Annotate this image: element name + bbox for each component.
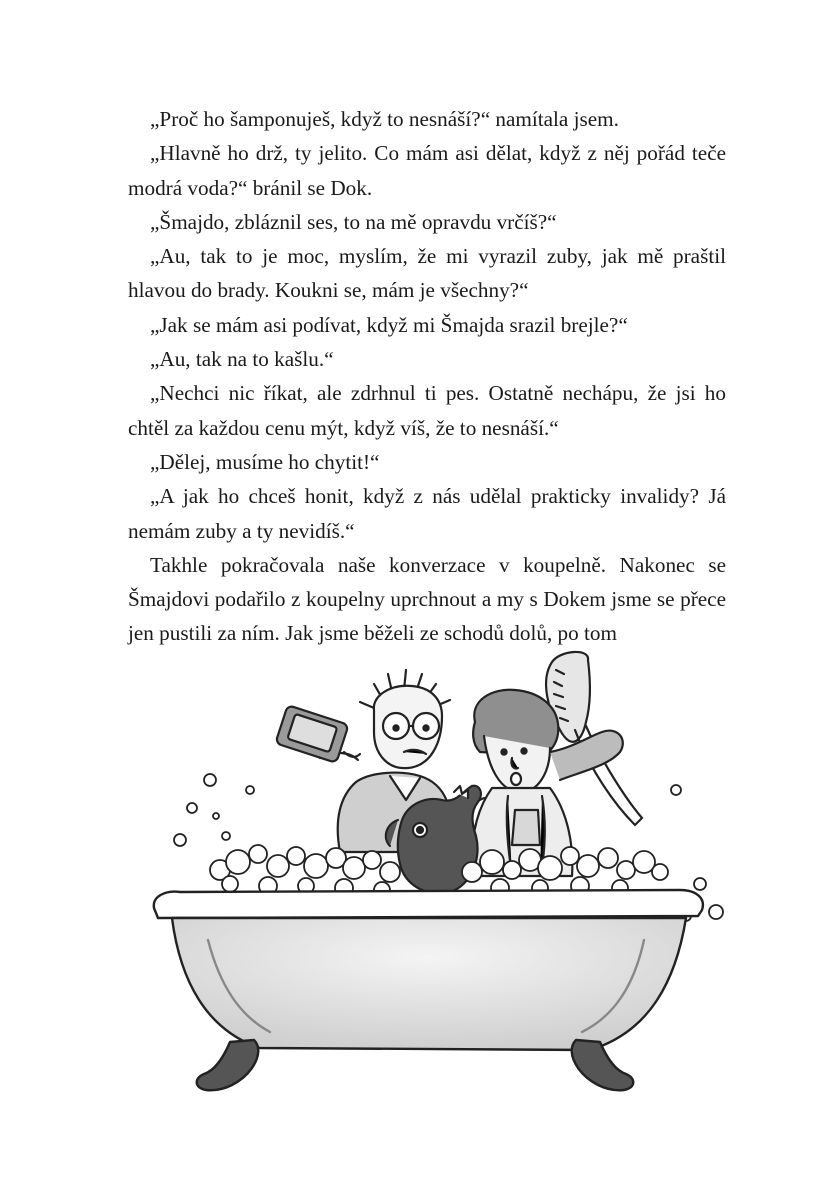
woman-figure: [457, 690, 623, 876]
tub-foot-left: [197, 1040, 259, 1090]
bathtub: [154, 890, 703, 1090]
paragraph: „Jak se mám asi podívat, když mi Šmajda srazil brejle?“: [150, 312, 628, 337]
tub-foot-right: [572, 1040, 634, 1090]
paragraph: Takhle pokračovala naše konverzace v koupelně. Nakonec se Šmajdovi podařilo z koupelny uprchnout a my s Dokem jsme se přece jen pustili za ním. Jak jsme běželi ze schodů dolů, po tom: [128, 552, 726, 646]
paragraph: „A jak ho chceš honit, když z nás udělal prakticky invalidy? Já nemám zuby a ty nevidíš.“: [128, 484, 726, 543]
paragraph: „Šmajdo, zbláznil ses, to na mě opravdu vrčíš?“: [150, 209, 557, 234]
paragraph: „Nechci nic říkat, ale zdrhnul ti pes. Ostatně nechápu, že jsi ho chtěl za každou cenu mýt, když víš, že to nesnáší.“: [128, 381, 726, 440]
paragraph: „Proč ho šamponuješ, když to nesnáší?“ namítala jsem.: [150, 107, 619, 131]
paragraph: „Hlavně ho drž, ty jelito. Co mám asi dělat, když z něj pořád teče modrá voda?“ bránil se Dok.: [128, 141, 726, 200]
paragraph: „Au, tak na to kašlu.“: [150, 347, 334, 372]
paragraph: „Dělej, musíme ho chytit!“: [150, 449, 380, 474]
paragraph: „Au, tak to je moc, myslím, že mi vyrazil zuby, jak mě praštil hlavou do brady. Koukni se, mám je všechny?“: [128, 244, 726, 303]
page-text: [128, 102, 726, 651]
shampoo-bottle: [275, 705, 360, 763]
bathtub-illustration: [120, 640, 730, 1110]
